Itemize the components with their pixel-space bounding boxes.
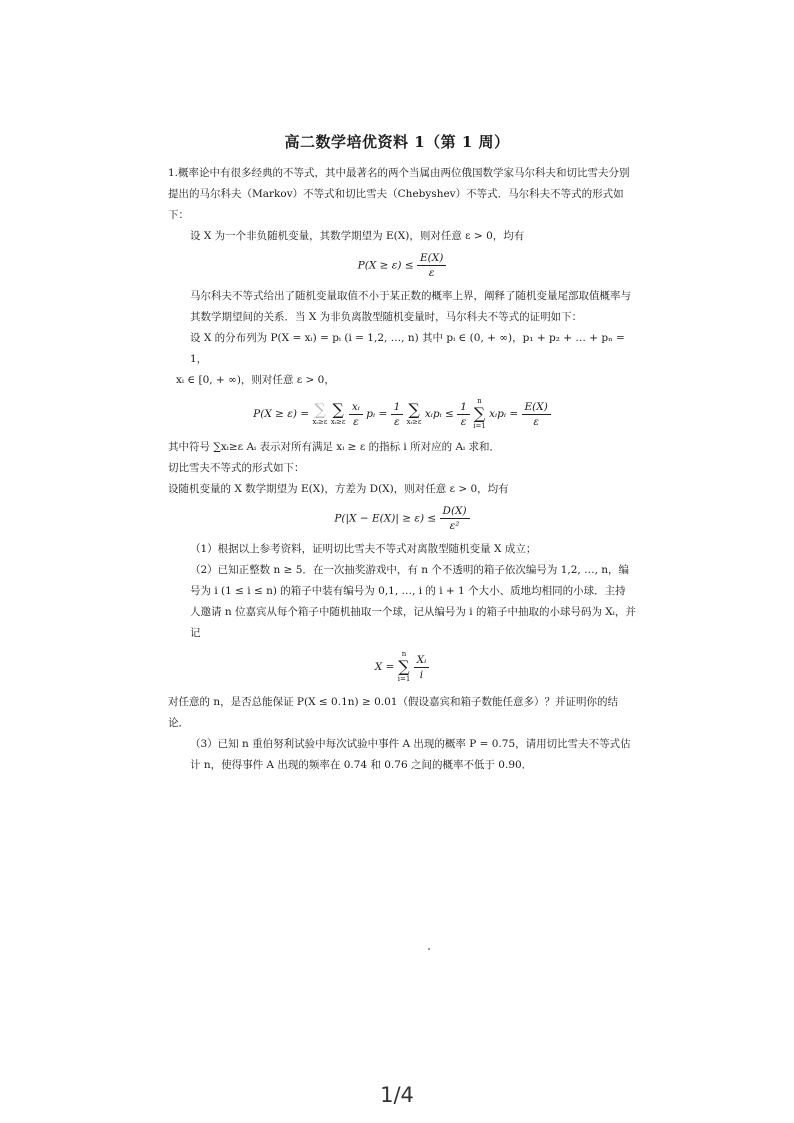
- proof-result-numerator: E(X): [522, 400, 551, 415]
- proof-sum-2: [330, 399, 346, 427]
- page-number: 1/4: [380, 1083, 414, 1107]
- sum-4-superscript: n: [477, 397, 482, 405]
- proof-one-over-eps-2: [457, 400, 470, 429]
- x-def-lhs: X =: [374, 661, 395, 673]
- sum-2-subscript: xᵢ≥ε: [330, 417, 346, 426]
- chebyshev-setup: 设随机变量的 X 数学期望为 E(X)，方差为 D(X)，则对任意 ε > 0，均有: [168, 483, 509, 495]
- sum-2-symbol: ∑: [332, 399, 344, 419]
- proof-mid: xᵢpᵢ ≤: [424, 408, 454, 420]
- sum-1-symbol: ∑: [314, 399, 326, 419]
- chebyshev-denominator: ε²: [449, 520, 460, 532]
- proof-end: xᵢpᵢ =: [489, 408, 519, 420]
- chebyshev-inequality: [168, 504, 636, 533]
- markov-lhs: P(X ≥ ε) ≤: [357, 259, 414, 272]
- markov-explanation: 马尔科夫不等式给出了随机变量取值不小于某正数的概率上界，阐释了随机变量尾部取值概率与其数学期望间的关系．当 X 为非负离散型随机变量时，马尔科夫不等式的证明如下：: [190, 290, 631, 323]
- x-def-sum-superscript: n: [401, 650, 407, 658]
- sum-3-symbol: ∑: [408, 399, 420, 419]
- sum-4-symbol: ∑: [473, 404, 486, 423]
- proof-lhs: P(X ≥ ε) =: [253, 408, 310, 420]
- markov-setup: 设 X 为一个非负随机变量，其数学期望为 E(X)，则对任意 ε > 0，均有: [190, 230, 525, 242]
- x-def-denominator: i: [419, 668, 424, 681]
- distribution-condition: xᵢ ∈ [0, + ∞)，则对任意 ε > 0，: [176, 374, 335, 386]
- question-2: （2）已知正整数 n ≥ 5．在一次抽奖游戏中，有 n 个不透明的箱子依次编号为 1,2, …, n，编号为 i (1 ≤ i ≤ n) 的箱子中装有编号为 0,1, …, i 的 i + 1 个大小、质地均相同的小球．主持人邀请 n 位嘉宾从每个箱子中随机抽取一个球，记从编号为 i 的箱子中抽取的小球号码为 Xᵢ，并记: [190, 564, 636, 639]
- proof-sum-1: [312, 399, 328, 427]
- markov-fraction: [417, 251, 446, 280]
- proof-term-tail: pᵢ =: [366, 408, 388, 420]
- document-body: [168, 163, 636, 776]
- proof-term-denominator: ε: [353, 415, 359, 428]
- proof-one-2: 1: [457, 400, 470, 415]
- question-2-conclusion: 对任意的 n，是否总能保证 P(X ≤ 0.1n) ≥ 0.01（假设嘉宾和箱子数能任意多）？并证明你的结论．: [168, 696, 618, 729]
- question-3: （3）已知 n 重伯努利试验中每次试验中事件 A 出现的概率 P = 0.75，请用切比雪夫不等式估计 n，使得事件 A 出现的频率在 0.74 和 0.76 之间的概率不低于 0.90．: [190, 738, 631, 771]
- proof-one: 1: [391, 400, 404, 415]
- page-title: 高二数学培优资料 1（第 1 周）: [284, 133, 510, 151]
- x-def-numerator: Xᵢ: [414, 653, 430, 668]
- sum-4-subscript: i=1: [473, 422, 486, 430]
- chebyshev-lhs: P(|X − E(X)| ≥ ε) ≤: [334, 512, 437, 525]
- proof-one-over-eps: [391, 400, 404, 429]
- markov-numerator: E(X): [417, 251, 446, 266]
- chebyshev-numerator: D(X): [440, 504, 470, 519]
- distribution-setup: 设 X 的分布列为 P(X = xᵢ) = pᵢ (i = 1,2, …, n) 其中 pᵢ ∈ (0, + ∞)，p₁ + p₂ + … + pₙ = 1，: [190, 332, 625, 365]
- x-def-sum-symbol: ∑: [398, 657, 410, 676]
- x-def-sum-subscript: i=1: [397, 675, 411, 683]
- markov-inequality: [168, 251, 636, 280]
- x-def-sum: [398, 650, 411, 684]
- question-1: （1）根据以上参考资料，证明切比雪夫不等式对离散型随机变量 X 成立；: [190, 543, 537, 555]
- sum-3-subscript: xᵢ≥ε: [406, 417, 422, 426]
- proof-sum-4: [473, 397, 486, 431]
- markov-denominator: ε: [428, 267, 435, 279]
- x-def-fraction: [414, 653, 430, 682]
- x-definition-equation: [168, 650, 636, 684]
- scan-speck: [428, 948, 430, 950]
- proof-eps-2: ε: [460, 415, 467, 428]
- proof-term-fraction: [349, 400, 363, 429]
- proof-term-numerator: xᵢ: [349, 400, 363, 415]
- problem-intro: 1.概率论中有很多经典的不等式，其中最著名的两个当属由两位俄国数学家马尔科夫和切比雪夫分别提出的马尔科夫（Markov）不等式和切比雪夫（Chebyshev）不等式．马尔科夫不等式的形式如下：: [168, 167, 630, 221]
- markov-proof-equation: [168, 397, 636, 431]
- chebyshev-fraction: [440, 504, 470, 533]
- chebyshev-heading: 切比雪夫不等式的形式如下：: [168, 462, 305, 474]
- proof-sum-3: [406, 399, 422, 427]
- sum-1-subscript: xᵢ≥ε: [312, 417, 328, 426]
- proof-result-denominator: ε: [533, 415, 539, 428]
- proof-eps: ε: [394, 415, 400, 428]
- sum-notation-note: 其中符号 ∑xᵢ≥ε Aᵢ 表示对所有满足 xᵢ ≥ ε 的指标 i 所对应的 Aᵢ 求和．: [168, 441, 500, 453]
- proof-result-fraction: [522, 400, 551, 429]
